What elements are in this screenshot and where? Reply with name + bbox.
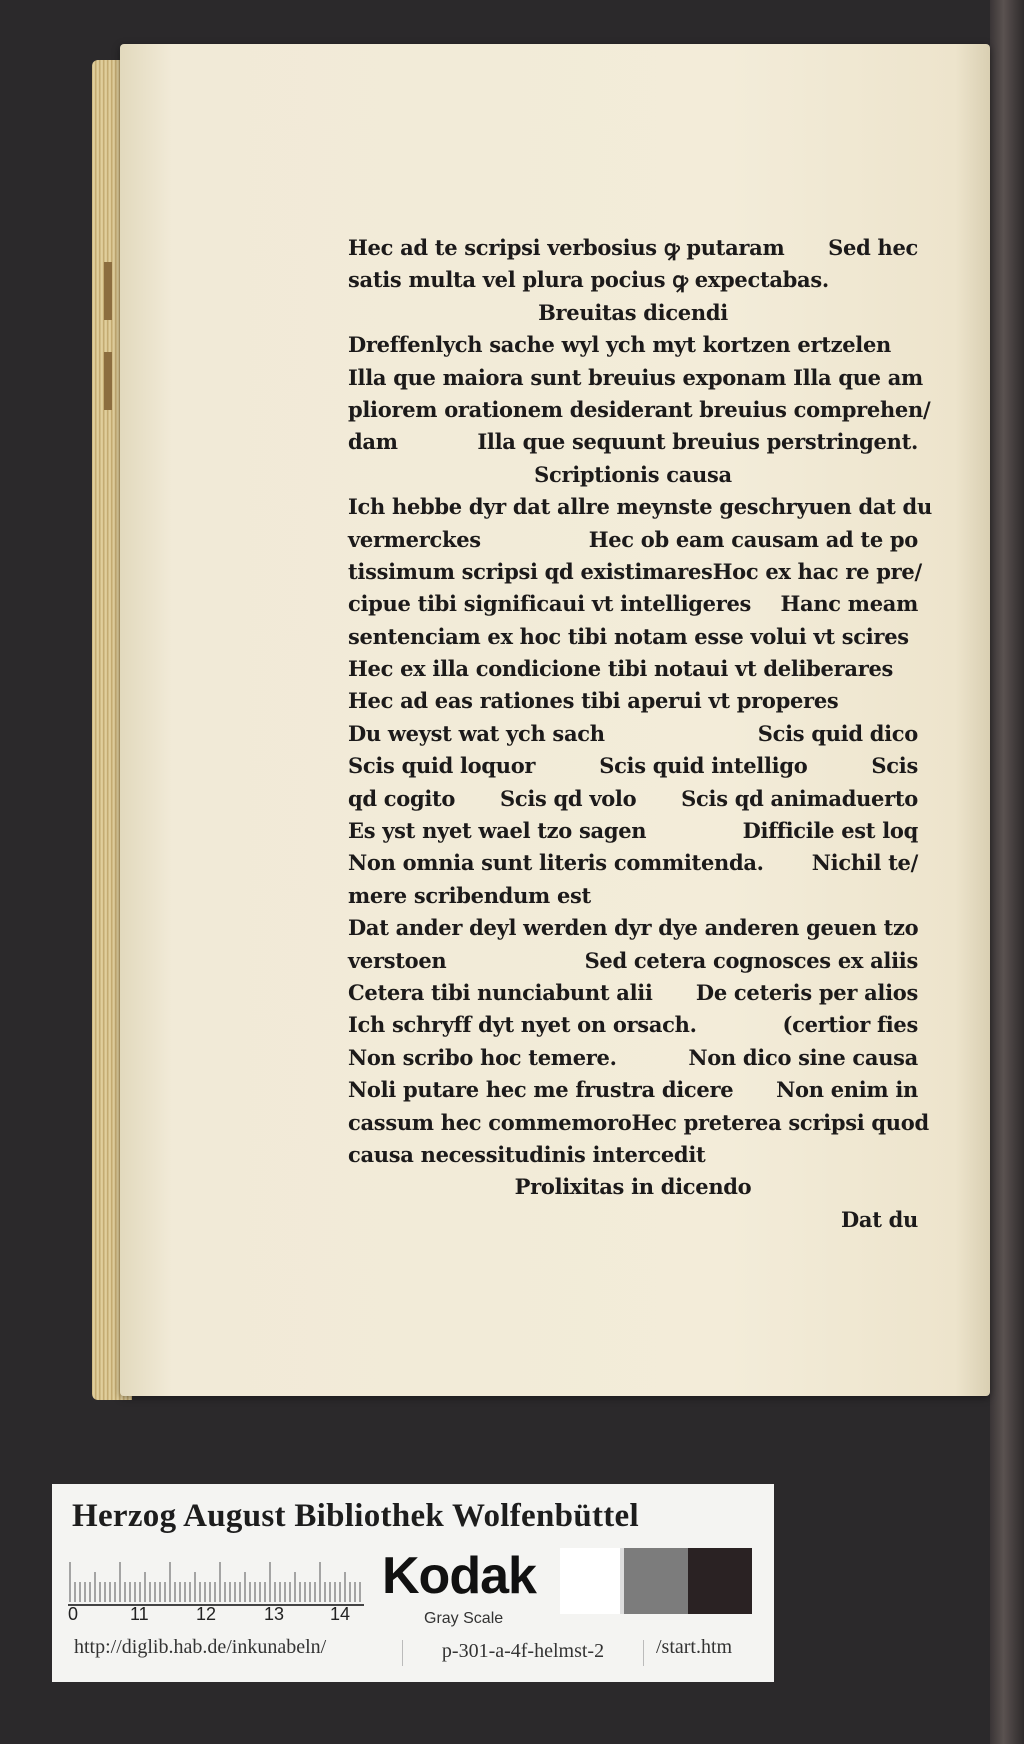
text-segment: Scis quid intelligo [599,753,808,779]
text-line [348,718,918,750]
text-segment: Ich schryff dyt nyet on orsach. [348,1012,697,1038]
text-line [348,394,931,426]
color-target-card [52,1484,774,1682]
text-segment: Dat du [841,1206,918,1232]
ruler-label: 13 [264,1604,285,1624]
gray-scale-label: Gray Scale [424,1610,504,1627]
text-segment: causa necessitudinis intercedit [348,1141,706,1167]
text-segment: Scis qd volo [499,785,637,811]
text-segment: Scis quid dico [757,720,918,746]
ruler-label: 14 [330,1604,351,1624]
text-segment: dam [348,429,398,455]
ruler-labels [68,1604,388,1628]
text-segment: Hec ob eam causam ad te po [588,526,918,552]
text-segment: tissimum scripsi qd existimares [348,558,713,584]
text-segment: De ceteris per alios [695,979,918,1005]
text-line [348,685,918,717]
text-line [348,621,918,653]
text-line [348,750,918,782]
text-segment: Noli putare hec me frustra dicere [348,1077,734,1103]
text-segment: Nichil te/ [811,850,918,876]
text-line [348,232,918,264]
background-edge [990,0,1024,1744]
text-line [348,912,918,944]
text-segment: satis multa vel plura pocius ꝙ expectabas. [348,267,829,293]
text-line [348,847,918,879]
text-line [348,1139,918,1171]
ruler-label: 12 [196,1604,217,1624]
text-segment: Es yst nyet wael tzo sagen [348,818,647,844]
text-segment: vermerckes [348,526,481,552]
text-segment: Illa que maiora sunt breuius exponam Illa que am [348,364,923,390]
url-start: /start.htm [656,1636,733,1658]
text-line [348,1042,918,1074]
text-segment: qd cogito [348,785,456,811]
text-segment: Hanc meam [780,591,918,617]
text-line [348,945,918,977]
text-segment: pliorem orationem desiderant breuius comprehen/ [348,396,931,422]
url-shelfmark: p-301-a-4f-helmst-2 [402,1640,644,1666]
text-segment: Dreffenlych sache wyl ych myt kortzen ertzelen [348,332,892,358]
text-line [348,524,918,556]
text-line [348,588,918,620]
text-segment: Hoc ex hac re pre/ [712,558,922,584]
text-segment: Dat ander deyl werden dyr dye anderen geuen tzo [348,915,919,941]
text-line [348,491,932,523]
text-segment: Cetera tibi nunciabunt alii [348,979,653,1005]
margin-mark [104,262,112,320]
gray-swatch-light [560,1548,620,1614]
text-segment: Illa que sequunt breuius perstringent. [477,429,918,455]
gray-swatch-dark [688,1548,752,1614]
library-title: Herzog August Bibliothek Wolfenbüttel [72,1498,639,1534]
gray-swatch-mid [624,1548,688,1614]
margin-mark [104,352,112,410]
text-line [348,556,922,588]
text-line [348,1074,918,1106]
text-segment: Non scribo hoc temere. [348,1044,617,1070]
text-segment: sentenciam ex hoc tibi notam esse volui vt scires [348,623,909,649]
text-segment: Scis quid loquor [348,753,536,779]
text-segment: Du weyst wat ych sach [348,720,605,746]
text-line [348,1204,918,1236]
text-segment: Hec ad eas rationes tibi aperui vt properes [348,688,839,714]
text-line [348,459,918,491]
text-segment: cassum hec commemoro [348,1109,632,1135]
ruler-label: 0 [68,1604,79,1624]
text-segment: Scis qd animaduerto [681,785,918,811]
text-line [348,880,918,912]
text-segment: Scriptionis causa [534,461,732,487]
text-segment: Scis [871,753,918,779]
text-line [348,783,918,815]
text-line [348,1171,918,1203]
text-segment: Non enim in [776,1077,918,1103]
text-segment: Non omnia sunt literis commitenda. [348,850,764,876]
text-segment: Non dico sine causa [688,1044,918,1070]
text-line [348,426,918,458]
text-line [348,329,918,361]
text-segment: cipue tibi significaui vt intelligeres [348,591,752,617]
text-line [348,1107,929,1139]
text-segment: Hec ex illa condicione tibi notaui vt deliberares [348,656,894,682]
text-line [348,653,918,685]
ruler-ticks [68,1556,364,1602]
printed-text-block [348,232,932,1236]
text-segment: Prolixitas in dicendo [514,1174,752,1200]
text-segment: (certior fies [782,1012,918,1038]
ruler [68,1556,364,1606]
text-line [348,264,918,296]
text-segment: Sed hec [828,235,918,260]
text-segment: verstoen [348,947,447,973]
text-segment: Difficile est loq [742,818,918,844]
text-line [348,1009,918,1041]
text-segment: mere scribendum est [348,882,591,908]
text-segment: Hec ad te scripsi verbosius ꝙ putaram [348,235,785,260]
text-line [348,297,918,329]
url-base: http://diglib.hab.de/inkunabeln/ [74,1636,327,1658]
text-line [348,977,918,1009]
text-line [348,362,923,394]
text-line [348,815,918,847]
ruler-label: 11 [130,1604,149,1624]
text-segment: Hec preterea scripsi quod [631,1109,929,1135]
text-segment: Breuitas dicendi [538,299,728,325]
text-segment: Ich hebbe dyr dat allre meynste geschryuen dat du [348,494,932,520]
kodak-logo: Kodak [382,1547,536,1605]
text-segment: Sed cetera cognosces ex aliis [584,947,918,973]
